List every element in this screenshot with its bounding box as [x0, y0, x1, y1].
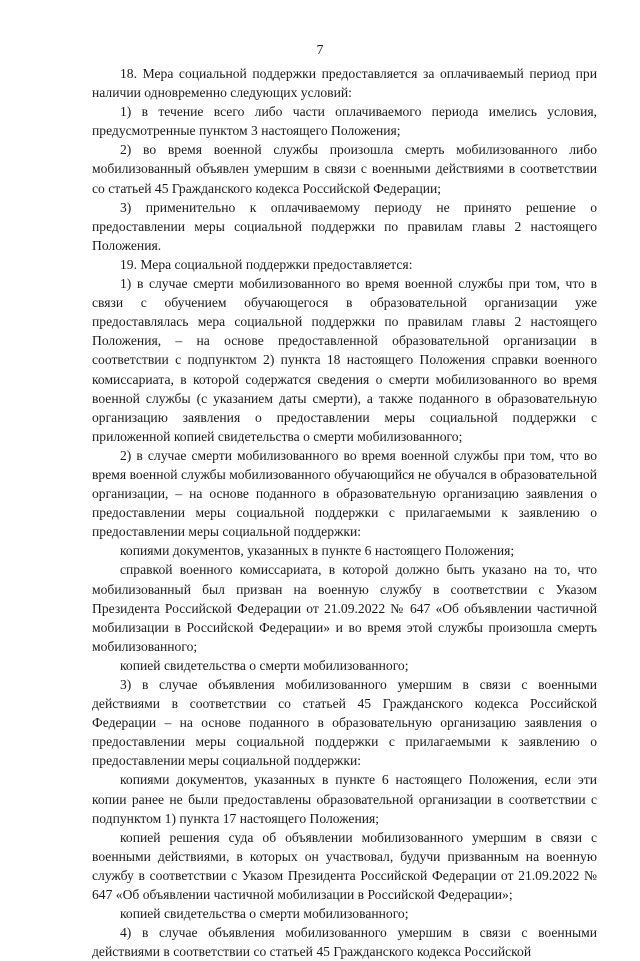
paragraph-19-item-1: 1) в случае смерти мобилизованного во время военной службы при том, что в связи с обучением обучающегося в образовательной организации уже предоставлялась мера социальной поддержки по правилам главы 2 настоящего Положения, – на основе предоставленной образовательной организации в соответствии с подпунктом 2) пункта 18 настоящего Положения справки военного комиссариата, в которой содержатся сведения о смерти мобилизованного во время военной службы (с указанием даты смерти), а также поданного в образовательную организацию заявления о предоставлении меры социальной поддержки с приложенной копией свидетельства о смерти мобилизованного;: [92, 276, 597, 444]
paragraph-19-item-2-certificate: справкой военного комиссариата, в которой должно быть указано на то, что мобилизованный был призван на военную службу в соответствии с Указом Президента Российской Федерации от 21.09.2022 № 647 «Об объявлении частичной мобилизации в Российской Федерации» и во время этой службы произошла смерть мобилизованного;: [92, 562, 597, 654]
paragraph-19-item-2: 2) в случае смерти мобилизованного во время военной службы при том, что во время военной службы мобилизованного обучающийся не обучался в образовательной организации, – на основе поданного в образовательную организацию заявления о предоставлении меры социальной поддержки с прилагаемыми к заявлению о предоставлении меры социальной поддержки:: [92, 447, 597, 540]
paragraph-19-intro: 19. Мера социальной поддержки предоставляется:: [120, 256, 413, 272]
paragraph-19-item-4: 4) в случае объявления мобилизованного умершим в связи с военными действиями в соответствии со статьей 45 Гражданского кодекса Российской: [92, 925, 597, 960]
paragraph-19-item-3: 3) в случае объявления мобилизованного умершим в связи с военными действиями в соответствии со статьей 45 Гражданского кодекса Российской Федерации – на основе поданного в образовательную организацию заявления о предоставлении меры социальной поддержки с прилагаемыми к заявлению о предоставлении меры социальной поддержки:: [92, 677, 597, 769]
paragraph-18-item-2: 2) во время военной службы произошла смерть мобилизованного либо мобилизованный объявлен умершим в связи с военными действиями в соответствии со статьей 45 Гражданского кодекса Российской Федерации;: [92, 142, 597, 196]
paragraph-18-item-1: 1) в течение всего либо части оплачиваемого периода имелись условия, предусмотренные пунктом 3 настоящего Положения;: [92, 104, 597, 139]
document-body: [92, 64, 597, 961]
paragraph-19-item-2-death-copy: копией свидетельства о смерти мобилизованного;: [120, 657, 409, 673]
paragraph-19-item-3-docs: копиями документов, указанных в пункте 6 настоящего Положения, если эти копии ранее не были предоставлены образовательной организации в соответствии с подпунктом 1) пункта 17 настоящего Положения;: [92, 772, 597, 826]
paragraph-19-item-3-court-decision: копией решения суда об объявлении мобилизованного умершим в связи с военными действиями, в которых он участвовал, будучи призванным на военную службу в соответствии с Указом Президента Российской Федерации от 21.09.2022 № 647 «Об объявлении частичной мобилизации в Российской Федерации»;: [92, 829, 597, 903]
paragraph-18-item-3: 3) применительно к оплачиваемому периоду не принято решение о предоставлении меры социальной поддержки по правилам главы 2 настоящего Положения.: [92, 199, 597, 253]
paragraph-19-item-2-docs: копиями документов, указанных в пункте 6 настоящего Положения;: [120, 543, 515, 559]
page-number: 7: [316, 42, 324, 57]
paragraph-18-intro: 18. Мера социальной поддержки предоставляется за оплачиваемый период при наличии одновременно следующих условий:: [92, 66, 597, 101]
paragraph-19-item-3-death-copy: копией свидетельства о смерти мобилизованного;: [120, 906, 409, 922]
